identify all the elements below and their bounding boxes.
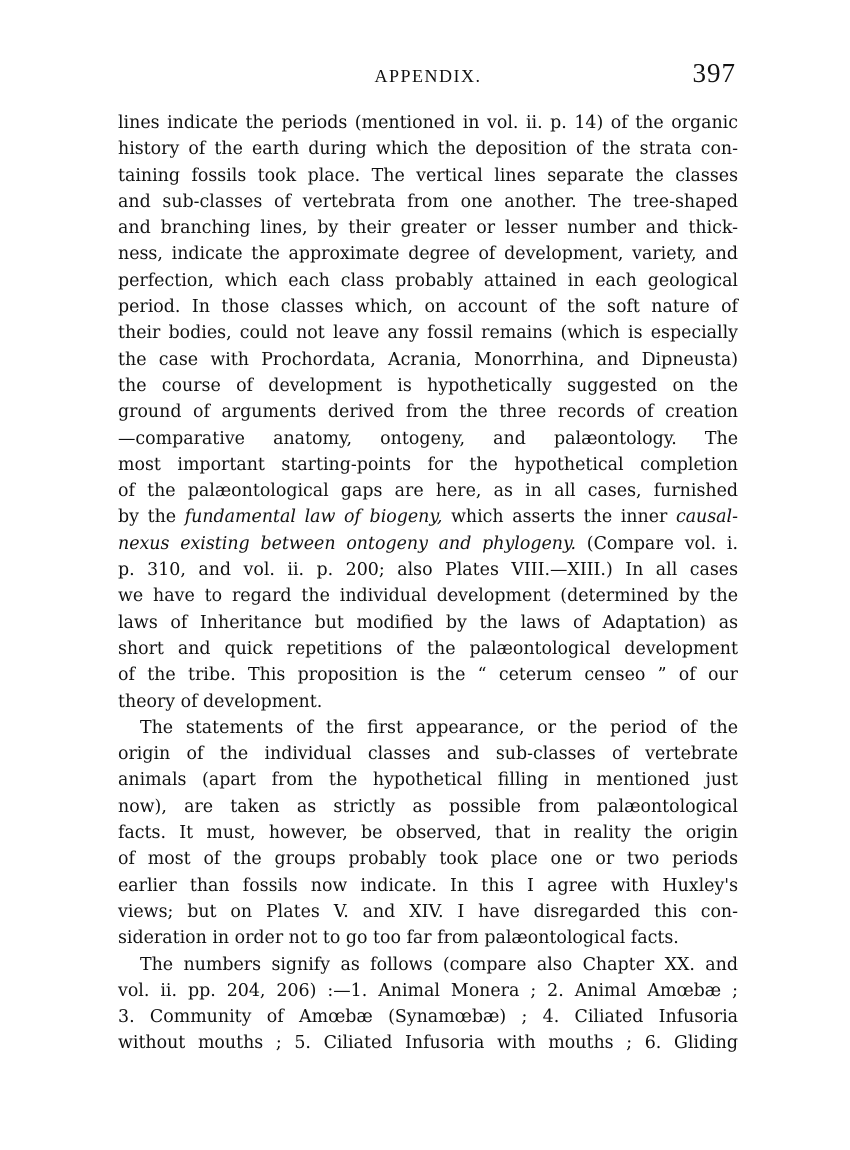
- running-head: APPENDIX.: [374, 66, 482, 86]
- text-line: ness, indicate the approximate degree of development, variety, and: [118, 244, 738, 265]
- text-line: animals (apart from the hypothetical filling in mentioned just: [118, 770, 738, 791]
- text-line: views; but on Plates V. and XIV. I have disregarded this con-: [118, 901, 738, 922]
- text-line: ground of arguments derived from the three records of creation: [118, 402, 738, 423]
- text-line: —comparative anatomy, ontogeny, and palæontology. The: [118, 428, 738, 449]
- text-line: the course of development is hypothetically suggested on the: [118, 375, 738, 396]
- text-line: of most of the groups probably took place one or two periods: [118, 849, 738, 870]
- text-line: without mouths ; 5. Ciliated Infusoria with mouths ; 6. Gliding: [118, 1033, 738, 1054]
- text-line: earlier than fossils now indicate. In this I agree with Huxley's: [118, 875, 738, 896]
- italic-phrase: causal-: [675, 507, 738, 528]
- text-line: [118, 504, 738, 530]
- book-page: [118, 58, 738, 1057]
- text-line: lines indicate the periods (mentioned in vol. ii. p. 14) of the organic: [118, 113, 738, 133]
- text-line: laws of Inheritance but modified by the laws of Adaptation) as: [118, 612, 738, 633]
- text-line: of the palæontological gaps are here, as in all cases, furnished: [118, 481, 738, 502]
- text-line: and sub-classes of vertebrata from one another. The tree-shaped: [118, 191, 738, 212]
- text-line: p. 310, and vol. ii. p. 200; also Plates VIII.—XIII.) In all cases: [118, 560, 738, 581]
- text-line: vol. ii. pp. 204, 206) :—1. Animal Monera ; 2. Animal Amœbæ ;: [118, 980, 738, 1001]
- page-header: [118, 58, 738, 102]
- paragraph: [118, 715, 738, 952]
- text-line: origin of the individual classes and sub-classes of vertebrate: [118, 744, 738, 765]
- body-text: [118, 110, 738, 1057]
- text-segment: which asserts the inner: [442, 507, 676, 528]
- text-segment: (Compare vol. i.: [576, 533, 738, 554]
- text-line: the case with Prochordata, Acrania, Monorrhina, and Dipneusta): [118, 349, 738, 370]
- text-line: facts. It must, however, be observed, that in reality the origin: [118, 823, 738, 844]
- text-line: most important starting-points for the hypothetical completion: [118, 454, 738, 475]
- text-line: perfection, which each class probably attained in each geological: [118, 270, 738, 291]
- text-line: sideration in order not to go too far from palæontological facts.: [118, 928, 679, 949]
- text-line: [118, 531, 738, 557]
- text-line: The numbers signify as follows (compare also Chapter XX. and: [140, 954, 738, 975]
- italic-phrase: nexus existing between ontogeny and phylogeny.: [118, 533, 577, 554]
- text-line: 3. Community of Amœbæ (Synamœbæ) ; 4. Ciliated Infusoria: [118, 1007, 738, 1028]
- page-number: 397: [692, 58, 736, 88]
- text-line: taining fossils took place. The vertical lines separate the classes: [118, 165, 738, 186]
- text-line: of the tribe. This proposition is the “ ceterum censeo ” of our: [118, 665, 738, 686]
- text-line: period. In those classes which, on account of the soft nature of: [118, 297, 738, 318]
- text-line: and branching lines, by their greater or lesser number and thick-: [118, 218, 738, 239]
- italic-phrase: fundamental law of biogeny,: [184, 507, 443, 528]
- text-line: now), are taken as strictly as possible from palæontological: [118, 796, 738, 817]
- paragraph: [118, 110, 738, 715]
- text-line: their bodies, could not leave any fossil remains (which is especially: [118, 323, 738, 344]
- text-segment: by the: [118, 507, 185, 528]
- text-line: short and quick repetitions of the palæontological development: [118, 638, 738, 659]
- text-line: history of the earth during which the deposition of the strata con-: [118, 139, 738, 160]
- paragraph: [118, 952, 738, 1057]
- text-line: we have to regard the individual development (determined by the: [118, 586, 738, 607]
- text-line: theory of development.: [118, 691, 323, 712]
- text-line: The statements of the first appearance, or the period of the: [140, 717, 738, 738]
